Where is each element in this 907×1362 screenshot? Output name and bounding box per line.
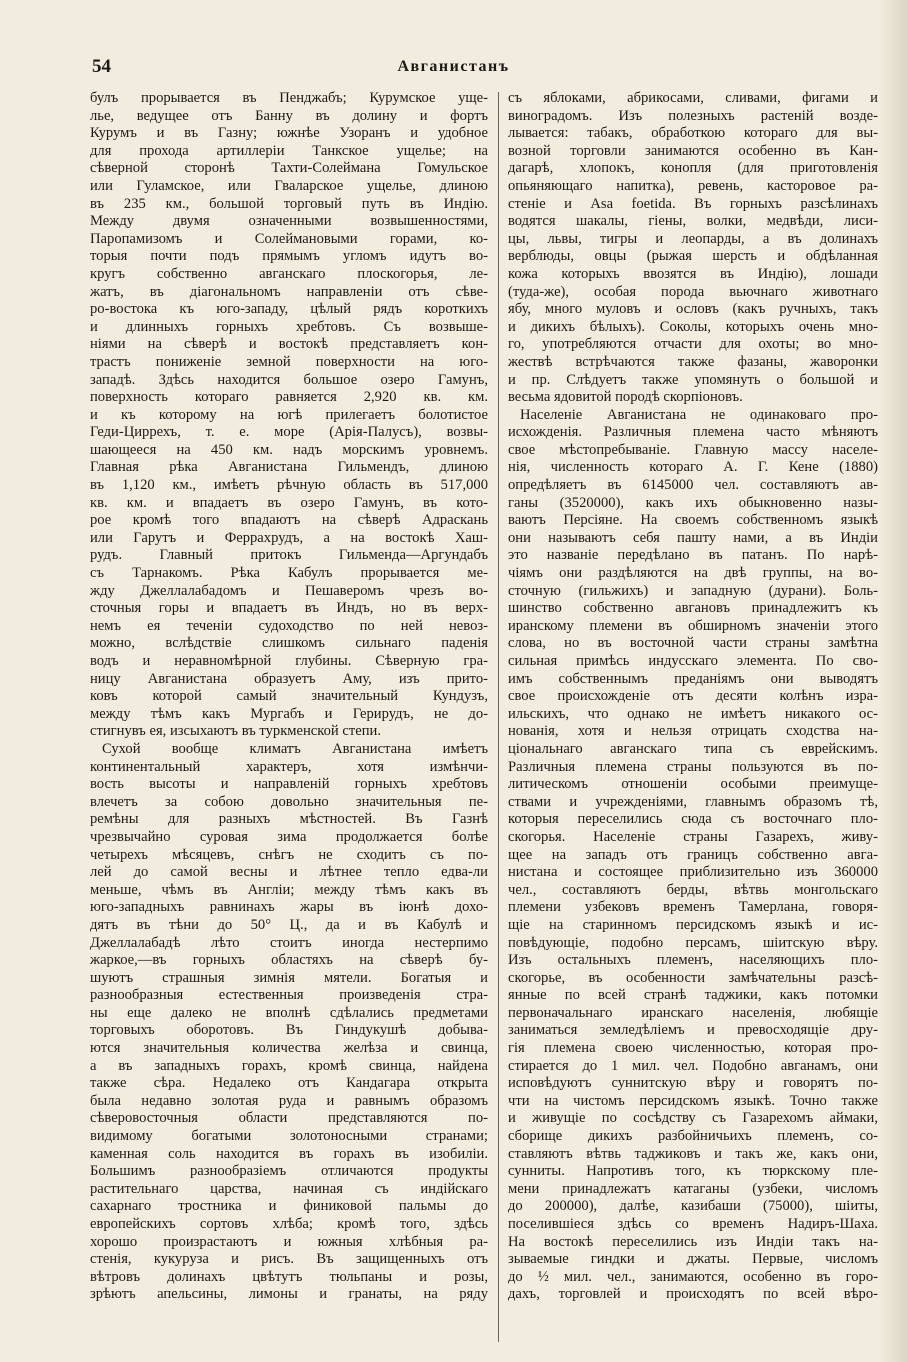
text-line: континентальный характеръ, хотя измѣнчи- (90, 758, 488, 775)
text-line: была недавно золотая руда и равнымъ образомъ (90, 1092, 488, 1109)
text-line: стигнувъ ея, изсыхаютъ въ туркменской степи. (90, 723, 381, 740)
text-line: для прохода артиллеріи Танкское ущелье; на (90, 142, 488, 159)
text-line: или Гарутъ и Феррахрудъ, а на востокѣ Хаш- (90, 529, 488, 546)
text-line: нія, численность котораго А. Г. Кене (1880) (508, 459, 878, 476)
text-line: западѣ. Здѣсь находится большое озеро Гамунъ, (90, 371, 488, 388)
text-line: чрезвычайно суровая зима продолжается болѣе (90, 828, 488, 845)
text-line: которыя переселились сюда съ восточнаго пло- (508, 811, 878, 828)
text-column-left (90, 90, 488, 1304)
text-line: имъ собственнымъ преданіямъ они выводятъ (508, 670, 878, 687)
text-line: съ яблоками, абрикосами, сливами, фигами и (508, 90, 878, 106)
text-line: хорошо произрастаютъ и южныя хлѣбныя ра- (90, 1233, 488, 1250)
text-line: чел., составляютъ берды, вѣтвь монгольскаго (508, 881, 878, 898)
text-line: племени узбековъ временъ Тамерлана, говоря- (508, 899, 878, 916)
text-line: въ 235 км., большой торговый путь въ Индію. (90, 195, 488, 212)
text-line: или Гуламское, или Гваларское ущелье, длиною (90, 177, 488, 194)
text-line: слова, но въ восточной части страны замѣтна (508, 635, 878, 652)
text-line: свое происхожденіе отъ десяти колѣнъ изра- (508, 688, 878, 705)
text-line: нованія, хотя и нельзя отрицать сходства на- (508, 723, 878, 740)
text-line: скогорье, въ особенности замѣчательны разсѣ- (508, 969, 878, 986)
text-line: Джеллалабадѣ лѣто стоитъ иногда нестерпимо (90, 934, 488, 951)
text-line: влечетъ за собою довольно значительныя пе- (90, 793, 488, 810)
text-line: свое мѣстопребываніе. Главную массу населе- (508, 441, 878, 458)
page-number: 54 (92, 56, 111, 77)
text-line: европейскихъ сортовъ хлѣба; кромѣ того, здѣсь (90, 1216, 488, 1232)
text-line: каменная соль находится въ горахъ въ изобиліи. (90, 1145, 488, 1162)
text-line: первоначальнаго иранскаго населенія, любящіе (508, 1004, 878, 1021)
text-line: съ Тарнакомъ. Рѣка Кабулъ прорывается ме- (90, 565, 488, 582)
text-line: поселившіеся здѣсь со временъ Надиръ-Шаха. (508, 1216, 878, 1232)
text-line: чти на чистомъ персидскомъ языкѣ. Точно также (508, 1092, 878, 1109)
text-line: сунниты. Напротивъ того, къ тюркскому пле- (508, 1163, 878, 1180)
text-line: Различныя племена страны пользуются въ по- (508, 758, 878, 775)
text-line: и живущіе по сосѣдству съ Газарехомъ аймаки, (508, 1110, 878, 1127)
text-line: На востокѣ переселились изъ Индіи такъ на- (508, 1233, 878, 1250)
text-line: иранскому племени въ обширномъ значеніи этого (508, 617, 878, 634)
text-line: рое кромѣ того впадаютъ на сѣверѣ Адраскань (90, 512, 488, 529)
text-line: ніями на сѣверѣ и востокѣ представляетъ кон- (90, 336, 488, 353)
text-line: торговыхъ оборотовъ. Въ Гиндукушѣ добыва- (90, 1022, 488, 1039)
text-line: повѣдующіе, подобно персамъ, шіитскую вѣру. (508, 934, 878, 951)
text-line: виноградомъ. Изъ полезныхъ растеній возде- (508, 107, 878, 124)
text-line: растительнаго царства, начиная съ индійскаго (90, 1180, 488, 1197)
text-line: весьма ядовитой породѣ скорпіоновъ. (508, 389, 743, 406)
text-line: го, употребляются отчасти для охоты; во мно- (508, 336, 878, 353)
text-line: Паропамизомъ и Солеймановыми горами, ко- (90, 230, 488, 247)
text-line: ны еще далеко не вполнѣ сдѣлались предметами (90, 1004, 488, 1021)
text-line: юго-западныхъ равнинахъ жары въ іюнѣ дохо- (90, 899, 488, 916)
text-line: ремѣны для разныхъ мѣстностей. Въ Газнѣ (90, 811, 488, 828)
text-line: дятъ въ тѣни до 50° Ц., да и въ Кабулѣ и (90, 916, 488, 933)
text-line: шающееся на 450 км. надъ морскимъ уровнемъ. (90, 441, 488, 458)
text-line: сѣверовосточныя области представляются по- (90, 1110, 488, 1127)
text-line: булъ прорывается въ Пенджабъ; Курумское уще- (90, 90, 488, 106)
text-line: жествѣ встрѣчаются также фазаны, жаворонки (508, 353, 878, 370)
text-line: шинство собственно авгановъ принадлежитъ къ (508, 600, 878, 617)
text-line: и длинныхъ горныхъ хребтовъ. Съ возвыше- (90, 318, 488, 335)
column-divider (498, 92, 499, 1342)
text-line: скогорья. Населеніе страны Газарехъ, живу- (508, 828, 878, 845)
text-line: между тѣмъ какъ Мургабъ и Герирудъ, не до- (90, 705, 488, 722)
text-line: жатъ, въ діагональномъ направленіи отъ сѣве- (90, 283, 488, 300)
text-line: до 200000), далѣе, казибаши (75000), шіиты, (508, 1198, 878, 1215)
text-line: щее на западъ отъ границъ собственно авга- (508, 846, 878, 863)
text-line: видимому богатыми золотоносными странами; (90, 1128, 488, 1145)
text-line: ковъ которой самый значительный Кундузъ, (90, 688, 488, 705)
text-line: это названіе передѣлано въ патанъ. По нарѣ- (508, 547, 878, 564)
text-line: ганы (3520000), какъ ихъ обыкновенно назы- (508, 494, 878, 511)
text-line: поверхность котораго равняется 2,920 кв. км. (90, 389, 488, 406)
text-line: стенія, кукуруза и рисъ. Въ защищенныхъ отъ (90, 1251, 488, 1268)
text-line: жаркое,—въ горныхъ областяхъ на сѣверѣ бу- (90, 952, 488, 969)
text-line: Большимъ разнообразіемъ отличаются продукты (90, 1163, 488, 1180)
text-line: рудъ. Главный притокъ Гильменда—Аргундабъ (90, 547, 488, 564)
text-line: вѣтровъ долинахъ цвѣтутъ тюльпаны и розы, (90, 1268, 488, 1285)
text-line: заниматься земледѣліемъ и превосходящіе дру- (508, 1022, 878, 1039)
text-line: ставляютъ вѣтвь таджиковъ и такъ же, какъ они, (508, 1145, 878, 1162)
text-line: сѣверной сторонѣ Тахти-Солеймана Гомульское (90, 160, 488, 177)
text-line: ро-востока къ юго-западу, цѣлый рядъ короткихъ (90, 301, 488, 318)
text-line: кв. км. и впадаетъ въ озеро Гамунъ, въ кото- (90, 494, 488, 511)
text-line: исповѣдуютъ суннитскую вѣру и говорятъ по- (508, 1075, 878, 1092)
text-line: исхожденія. Различныя племена часто мѣняютъ (508, 424, 878, 441)
text-line: лье, ведущее отъ Банну въ долину и фортъ (90, 107, 488, 124)
text-line: ябу, много муловъ и ословъ (какъ ручныхъ, такъ (508, 301, 878, 318)
text-line: четырехъ мѣсяцевъ, снѣгъ не сходитъ съ по- (90, 846, 488, 863)
text-line: нистана и состоящее приблизительно изъ 360000 (508, 864, 878, 881)
text-line: зрѣютъ апельсины, лимоны и гранаты, на ряду (90, 1286, 488, 1303)
text-line: мени принадлежатъ катаганы (узбеки, числомъ (508, 1180, 878, 1197)
text-line: Геди-Циррехъ, т. е. море (Арія-Палусъ), возвы- (90, 424, 488, 441)
text-line: ваютъ Персіяне. На своемъ собственномъ языкѣ (508, 512, 878, 529)
text-line: ильскихъ, что однако не имѣетъ никакого ос- (508, 705, 878, 722)
text-line: зываемые гиндки и джаты. Первые, числомъ (508, 1251, 878, 1268)
text-line: ются значительныя количества желѣза и свинца, (90, 1040, 488, 1057)
text-line: разнообразныя естественныя произведенія стра- (90, 987, 488, 1004)
text-line: чіямъ они раздѣляются на двѣ группы, на во- (508, 565, 878, 582)
text-line: опредѣляетъ въ 6145000 чел. составляютъ ав- (508, 477, 878, 494)
text-line: сильная примѣсь индусскаго элемента. По сво- (508, 653, 878, 669)
text-line: жду Джеллалабадомъ и Пешаверомъ чрезъ во- (90, 582, 488, 599)
text-line: верблюды, овцы (рыжая шерсть и обдѣланная (508, 248, 878, 265)
text-line: въ 1,120 км., имѣетъ рѣчную область въ 517,000 (90, 477, 488, 494)
text-line: литическомъ отношеніи особыми преимуще- (508, 776, 878, 793)
text-line: водятся шакалы, гіены, волки, медвѣди, лиси- (508, 213, 878, 230)
text-line: ціональнаго авганскаго типа съ еврейскимъ. (508, 740, 878, 757)
text-line: также сѣра. Недалеко отъ Кандагара открыта (90, 1075, 488, 1092)
page-edge-shadow (879, 0, 907, 1362)
text-line: сточную (гильжихъ) и западную (дурани). Боль- (508, 582, 878, 599)
text-line: гія племена своею численностью, которая про- (508, 1040, 878, 1057)
text-line: стеніе и Asa foetida. Въ горныхъ разсѣлинахъ (508, 195, 878, 212)
text-line: до ½ мил. чел., занимаются, особенно въ горо- (508, 1268, 878, 1285)
text-line: шуютъ страшныя зимнія мятели. Богатыя и (90, 969, 488, 986)
text-line: дахъ, торговлей и происходятъ по всей вѣро- (508, 1286, 878, 1303)
text-line: ницу Авганистана образуетъ Аму, изъ прито- (90, 670, 488, 687)
text-line: они называютъ себя пашту нами, а въ Индіи (508, 529, 878, 546)
text-line: и дикихъ бѣлыхъ). Соколы, которыхъ очень мно- (508, 318, 878, 335)
text-line: (туда-же), особая порода вьючнаго животнаго (508, 283, 878, 300)
text-line: а въ западныхъ горахъ, кромѣ свинца, найдена (90, 1057, 488, 1074)
text-line: Главная рѣка Авганистана Гильмендъ, длиною (90, 459, 488, 476)
text-line: сахарнаго тростника и финиковой пальмы до (90, 1198, 488, 1215)
text-line: возной торговли занимаются особенно въ Кан- (508, 142, 878, 159)
text-line: вость высоты и направленій горныхъ хребтовъ (90, 776, 488, 793)
text-line: янные по всей странѣ таджики, какъ потомки (508, 987, 878, 1004)
text-line: щіе на старинномъ персидскомъ языкѣ и ис- (508, 916, 878, 933)
text-line: Изъ остальныхъ племенъ, населяющихъ пло- (508, 952, 878, 969)
text-line: сборище дикихъ разбойничьихъ племенъ, со- (508, 1128, 878, 1145)
text-line: и къ которому на югѣ прилегаетъ болотистое (90, 406, 488, 423)
text-line: опьяняющаго напитка), ревень, касторовое ра- (508, 177, 878, 194)
running-head-title: Авганистанъ (397, 58, 510, 75)
text-line: можно, вслѣдствіе слишкомъ сильнаго паденія (90, 635, 488, 652)
text-line: цы, львы, тигры и леопарды, а въ долинахъ (508, 230, 878, 247)
text-line: стирается до 1 мил. чел. Подобно авганамъ, они (508, 1057, 878, 1074)
text-column-right (508, 90, 878, 1304)
text-line: водъ и неравномѣрной глубины. Сѣверную гра- (90, 653, 488, 669)
text-line: трастъ пониженіе земной поверхности на юго- (90, 353, 488, 370)
text-line: кругъ собственно авганскаго плоскогорья, ле- (90, 265, 488, 282)
text-line: и пр. Слѣдуетъ также упомянуть о большой и (508, 371, 878, 388)
text-line: дагарѣ, хлопокъ, конопля (для приготовленія (508, 160, 878, 177)
text-line: Курумъ и въ Газну; южнѣе Узоранъ и удобное (90, 125, 488, 142)
text-line: сточныя горы и впадаетъ въ Индъ, но въ верх- (90, 600, 488, 617)
text-line: Сухой вообще климатъ Авганистана имѣетъ (102, 740, 488, 757)
text-line: торыя почти подъ прямымъ угломъ идутъ во- (90, 248, 488, 265)
text-line: лывается: табакъ, обработкою котораго для вы- (508, 125, 878, 142)
text-line: лей до самой весны и лѣтнее тепло едва-ли (90, 864, 488, 881)
text-line: Населеніе Авганистана не одинаковаго про- (520, 406, 878, 423)
text-line: Между двумя означенными возвышенностями, (90, 213, 488, 230)
text-line: ствами и учрежденіями, главнымъ образомъ тѣ, (508, 793, 878, 810)
text-line: кожа которыхъ ввозятся въ Индію), лошади (508, 265, 878, 282)
text-line: меньше, чѣмъ въ Англіи; между тѣмъ какъ въ (90, 881, 488, 898)
text-line: немъ ея теченіи судоходство по ней невоз- (90, 617, 488, 634)
